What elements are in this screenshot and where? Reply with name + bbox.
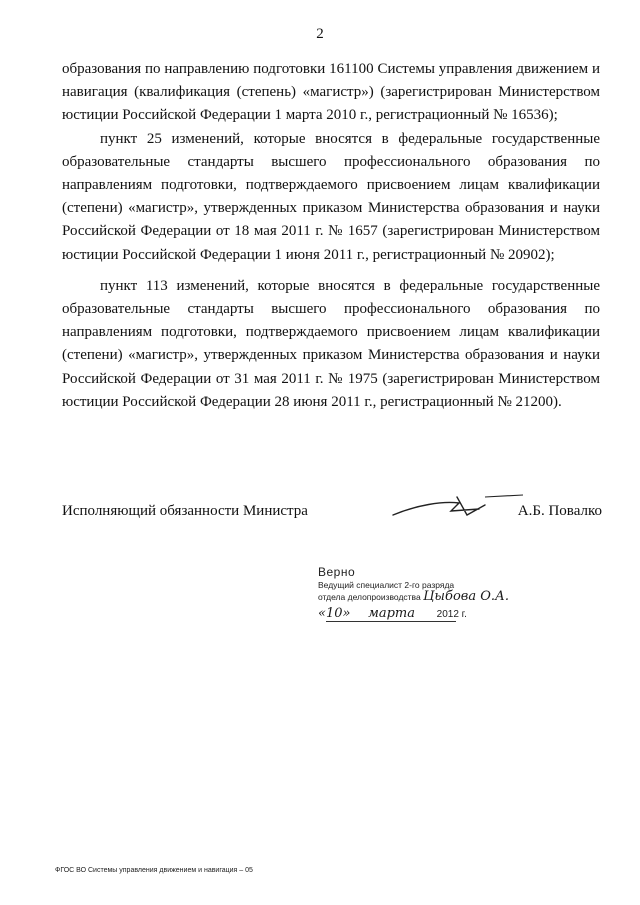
document-body [62, 58, 600, 414]
signatory-title: Исполняющий обязанности Министра [62, 503, 308, 519]
certification-position: Ведущий специалист 2-го разряда [318, 580, 455, 590]
certification-stamp [318, 565, 538, 625]
certification-department: отдела делопроизводства Цыбова О.А. [318, 589, 509, 604]
signatory-name: А.Б. Повалко [517, 503, 602, 519]
paragraph-item-25: пункт 25 изменений, которые вносятся в федеральные государственные образовательные стандарты высшего профессионального образования по направлениям подготовки, подтверждаемого присвоением лицам квалификации (степени) «магистр», утвержденных приказом Министерства образования и науки Российской Федерации от 18 мая 2011 г. № 1657 (зарегистрирован Министерством юстиции Российской Федерации 1 июня 2011 г., регистрационный № 20902); [62, 130, 600, 263]
certification-date-year: 2012 г. [436, 609, 467, 620]
certification-word: Верно [318, 565, 356, 579]
certification-date [318, 605, 538, 625]
footer-doc-id: ФГОС ВО Системы управления движением и навигация – 05 [55, 867, 253, 874]
paragraph-continuation: образования по направлению подготовки 161100 Системы управления движением и навигация (квалификация (степень) «магистр») (зарегистрирован Министерством юстиции Российской Федерации 1 марта 2010 г., регистрационный № 16536); [62, 61, 600, 124]
signature-block [62, 503, 602, 529]
paragraph-item-113: пункт 113 изменений, которые вносятся в федеральные государственные образовательные стандарты высшего профессионального образования по направлениям подготовки, подтверждаемого присвоением лицам квалификации (степени) «магистр», утвержденных приказом Министерства образования и науки Российской Федерации от 31 мая 2011 г. № 1975 (зарегистрирован Министерством юстиции Российской Федерации 28 июня 2011 г., регистрационный № 21200). [62, 277, 600, 410]
page-number: 2 [316, 26, 324, 42]
date-underline [326, 621, 456, 622]
certification-handwritten-name: Цыбова О.А. [423, 589, 509, 604]
handwritten-signature [387, 491, 527, 527]
certification-date-month: марта [368, 606, 416, 621]
certification-date-day: «10» [318, 606, 351, 621]
